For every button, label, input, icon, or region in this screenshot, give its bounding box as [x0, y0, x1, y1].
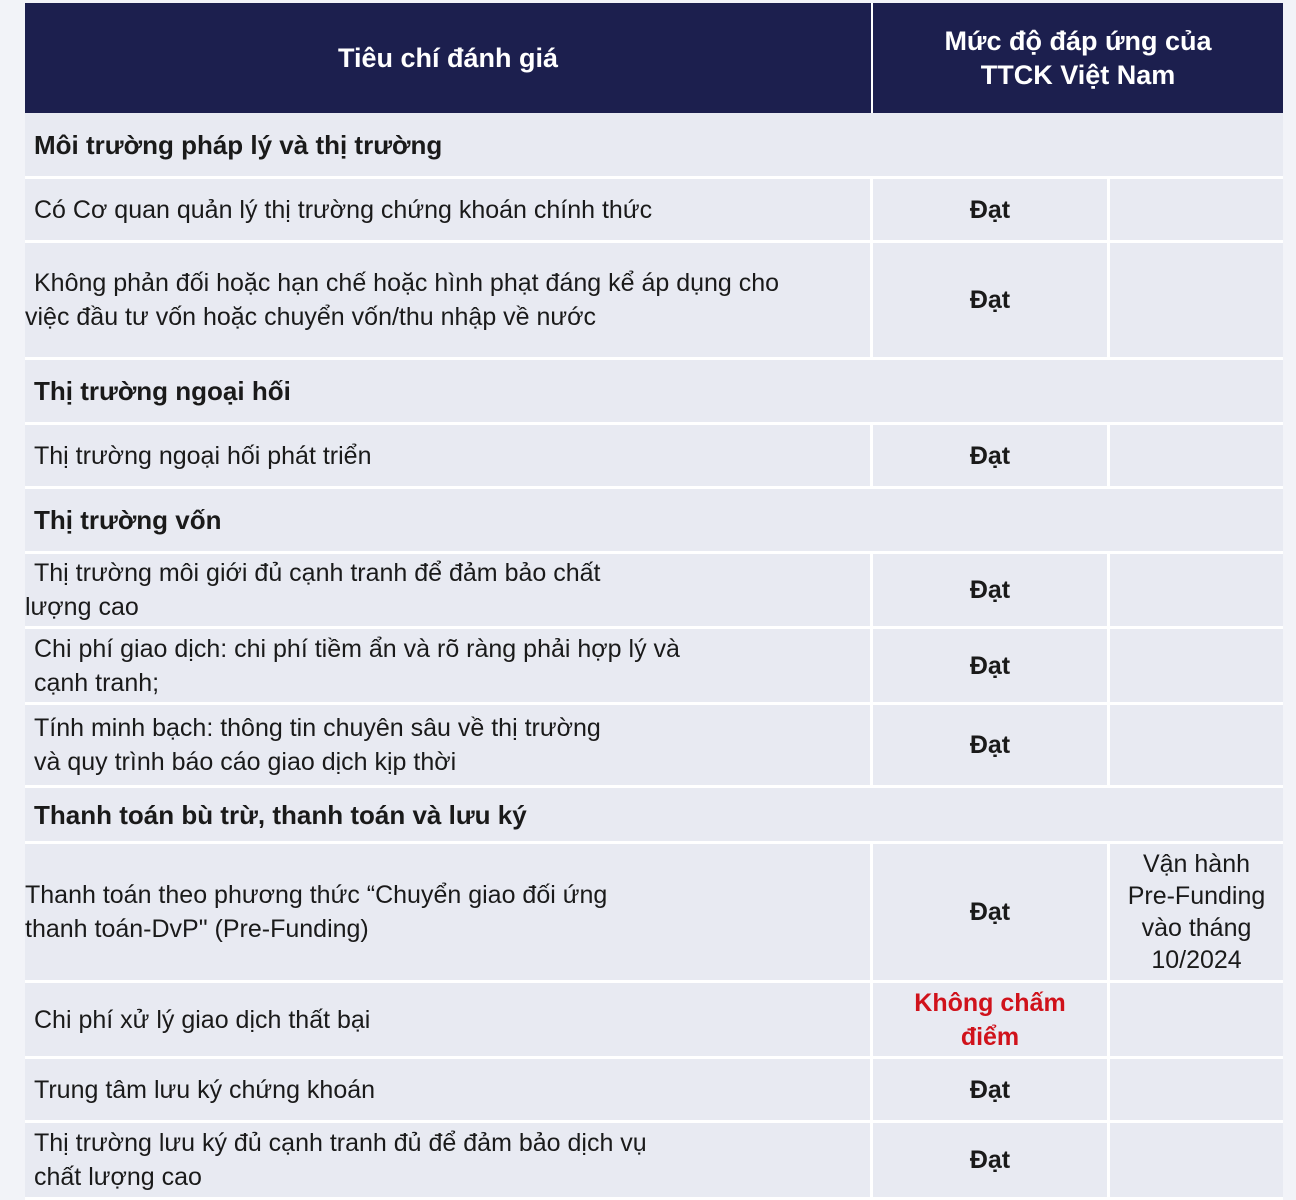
criterion-cell — [25, 243, 873, 360]
criterion-cell — [25, 554, 873, 629]
criterion-text-line1: Tính minh bạch: thông tin chuyên sâu về thị trường — [34, 714, 601, 742]
dvp-note-line1: Vận hành — [1142, 850, 1251, 878]
status-cell: Đạt — [873, 243, 1110, 360]
note-cell — [1110, 629, 1283, 705]
table-row — [25, 243, 1283, 360]
criterion-cell — [25, 179, 873, 243]
dvp-note-line2: Pre-Funding — [1127, 882, 1266, 910]
table-header-row — [25, 3, 1283, 113]
status-cell: Đạt — [873, 1059, 1110, 1123]
criterion-text-line1: Không phản đối hoặc hạn chế hoặc hình phạt đáng kể áp dụng cho — [34, 269, 780, 297]
header-compliance — [873, 3, 1283, 113]
note-cell — [1110, 1123, 1283, 1200]
criterion-cell — [25, 1059, 873, 1123]
note-cell — [1110, 788, 1283, 844]
header-criteria — [25, 3, 873, 113]
note-cell — [1110, 360, 1283, 425]
criterion-text-line1: Thị trường môi giới đủ cạnh tranh để đảm bảo chất — [34, 559, 601, 587]
note-cell — [1110, 705, 1283, 788]
table-row — [25, 629, 1283, 705]
dvp-note-line4: 10/2024 — [1151, 946, 1242, 974]
criterion-text-line2: chất lượng cao — [34, 1163, 202, 1191]
section-row — [25, 113, 1283, 179]
note-cell — [1110, 179, 1283, 243]
note-cell — [1110, 425, 1283, 489]
criterion-cell — [25, 705, 873, 788]
table-row — [25, 705, 1283, 788]
status-text-line2: điểm — [960, 1022, 1020, 1051]
note-cell — [1110, 113, 1283, 179]
criterion-text-line1: Chi phí giao dịch: chi phí tiềm ẩn và rõ ràng phải hợp lý và — [34, 634, 680, 663]
status-cell: Đạt — [873, 554, 1110, 629]
dvp-note-cell — [1110, 844, 1283, 983]
status-cell: Đạt — [873, 1123, 1110, 1200]
criterion-text-line1: Thị trường lưu ký đủ cạnh tranh đủ để đảm bảo dịch vụ — [34, 1129, 647, 1157]
section-title: Thị trường vốn — [25, 489, 1110, 554]
criterion-cell — [25, 629, 873, 705]
criterion-text-line2: và quy trình báo cáo giao dịch kịp thời — [34, 748, 457, 776]
table-row — [25, 1059, 1283, 1123]
section-title: Môi trường pháp lý và thị trường — [25, 113, 1110, 179]
criterion-text-line2: việc đầu tư vốn hoặc chuyển vốn/thu nhập về nước — [25, 303, 597, 331]
criterion-text-line1: Thanh toán theo phương thức “Chuyển giao đối ứng — [25, 881, 608, 909]
section-row — [25, 360, 1283, 425]
header-criteria-label: Tiêu chí đánh giá — [337, 43, 559, 73]
status-cell: Đạt — [873, 705, 1110, 788]
criterion-text-line2: lượng cao — [25, 593, 139, 621]
header-compliance-line1: Mức độ đáp ứng của — [944, 26, 1212, 56]
status-cell: Đạt — [873, 629, 1110, 705]
criterion-cell — [25, 1123, 873, 1200]
table-row — [25, 179, 1283, 243]
status-cell: Đạt — [873, 179, 1110, 243]
section-title: Thị trường ngoại hối — [25, 360, 1110, 425]
dvp-note-line3: vào tháng — [1141, 914, 1252, 942]
criterion-text: Chi phí xử lý giao dịch thất bại — [34, 1005, 371, 1034]
criterion-text: Trung tâm lưu ký chứng khoán — [34, 1075, 376, 1104]
criteria-table-frame — [25, 3, 1283, 1197]
table-row — [25, 983, 1283, 1059]
criterion-cell — [25, 983, 873, 1059]
section-title: Thanh toán bù trừ, thanh toán và lưu ký — [25, 788, 1110, 844]
status-cell: Đạt — [873, 844, 1110, 983]
note-cell — [1110, 554, 1283, 629]
header-compliance-line2: TTCK Việt Nam — [980, 60, 1176, 90]
note-cell — [1110, 489, 1283, 554]
note-cell — [1110, 1059, 1283, 1123]
criterion-cell — [25, 844, 873, 983]
table-row — [25, 425, 1283, 489]
status-cell: Đạt — [873, 425, 1110, 489]
note-cell — [1110, 243, 1283, 360]
status-cell-not-scored — [873, 983, 1110, 1059]
table-row — [25, 1123, 1283, 1200]
criterion-text-line2: thanh toán-DvP" (Pre-Funding) — [25, 915, 369, 943]
status-text-line1: Không chấm — [914, 988, 1066, 1017]
section-row — [25, 489, 1283, 554]
table-row — [25, 554, 1283, 629]
section-row — [25, 788, 1283, 844]
criterion-cell — [25, 425, 873, 489]
note-cell — [1110, 983, 1283, 1059]
criteria-table — [25, 3, 1283, 1200]
criterion-text-line2: cạnh tranh; — [34, 668, 160, 697]
criterion-text: Có Cơ quan quản lý thị trường chứng khoán chính thức — [34, 195, 653, 224]
criterion-text: Thị trường ngoại hối phát triển — [34, 441, 372, 470]
table-row — [25, 844, 1283, 983]
